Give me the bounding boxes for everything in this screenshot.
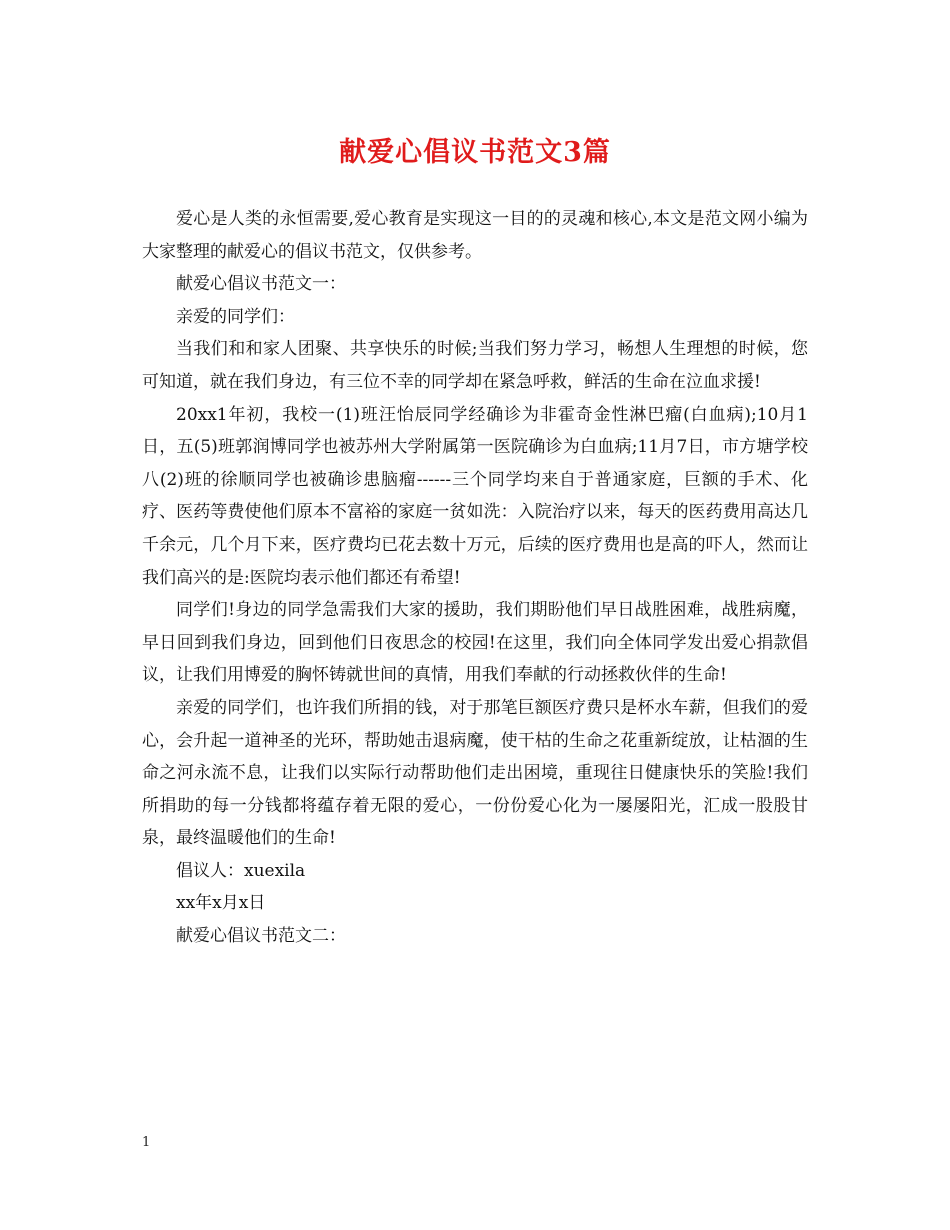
document-title: 献爱心倡议书范文3篇 bbox=[339, 137, 611, 168]
paragraph-signature: 倡议人：xuexila bbox=[176, 860, 306, 881]
paragraph-body: 当我们和和家人团聚、共享快乐的时候;当我们努力学习，畅想人生理想的时候，您可知道，就在我们身边，有三位不幸的同学却在紧急呼救，鲜活的生命在泣血求援! bbox=[142, 339, 808, 392]
paragraph-intro: 爱心是人类的永恒需要,爱心教育是实现这一目的的灵魂和核心,本文是范文网小编为大家整理的献爱心的倡议书范文，仅供参考。 bbox=[142, 209, 808, 262]
paragraph-body: 亲爱的同学们，也许我们所捐的钱，对于那笔巨额医疗费只是杯水车薪，但我们的爱心，会升起一道神圣的光环，帮助她击退病魔，使干枯的生命之花重新绽放，让枯涸的生命之河永流不息，让我们以实际行动帮助他们走出困境，重现往日健康快乐的笑脸!我们所捐助的每一分钱都将蕴存着无限的爱心，一份份爱心化为一屡屡阳光，汇成一股股甘泉，最终温暖他们的生命! bbox=[142, 697, 808, 849]
paragraph-body: 20xx1年初，我校一(1)班汪怡辰同学经确诊为非霍奇金性淋巴瘤(白血病);10月1日，五(5)班郭润博同学也被苏州大学附属第一医院确诊为白血病;11月7日，市方塘学校八(2)班的徐顺同学也被确诊患脑瘤------三个同学均来自于普通家庭，巨额的手术、化疗、医药等费使他们原本不富裕的家庭一贫如洗：入院治疗以来，每天的医药费用高达几千余元，几个月下来，医疗费均已花去数十万元，后续的医疗费用也是高的吓人，然而让我们高兴的是:医院均表示他们都还有希望! bbox=[142, 404, 808, 588]
paragraph-date: xx年x月x日 bbox=[176, 893, 266, 914]
page-number: 1 bbox=[142, 1135, 151, 1150]
paragraph-salutation: 亲爱的同学们： bbox=[176, 306, 295, 327]
document-body bbox=[142, 203, 808, 953]
paragraph-section-two-heading: 献爱心倡议书范文二： bbox=[176, 926, 346, 947]
paragraph-body: 同学们!身边的同学急需我们大家的援助，我们期盼他们早日战胜困难，战胜病魔，早日回到我们身边，回到他们日夜思念的校园!在这里，我们向全体同学发出爱心捐款倡议，让我们用博爱的胸怀铸就世间的真情，用我们奉献的行动拯救伙伴的生命! bbox=[142, 600, 808, 686]
paragraph-section-one-heading: 献爱心倡议书范文一： bbox=[176, 274, 346, 295]
